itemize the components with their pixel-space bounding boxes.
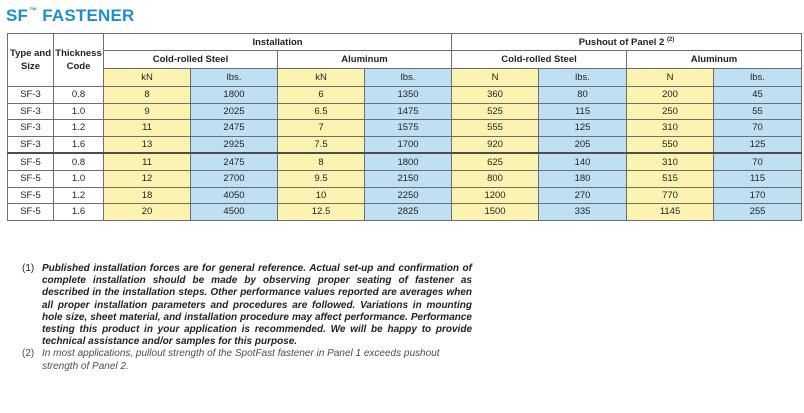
fastener-spec-table: [7, 33, 802, 221]
table-row: [8, 153, 802, 170]
header-pushout-aluminum: Aluminum: [627, 51, 802, 69]
header-pushout-ref: (2): [666, 36, 675, 43]
table-cell: 9.5: [278, 170, 365, 187]
table-cell: 0.8: [54, 87, 104, 104]
table-cell: 45: [714, 87, 802, 104]
table-cell: 1145: [627, 204, 714, 221]
table-cell: 1350: [365, 87, 452, 104]
title-rest: FASTENER: [37, 6, 135, 25]
table-cell: 1.2: [54, 187, 104, 204]
table-cell: 2150: [365, 170, 452, 187]
table-cell: 11: [104, 120, 191, 137]
table-cell: 125: [539, 120, 627, 137]
table-cell: 180: [539, 170, 627, 187]
table-cell: 2475: [191, 120, 278, 137]
table-cell: SF-5: [8, 153, 54, 170]
table-cell: 55: [714, 103, 802, 120]
footnote-2: [22, 348, 472, 372]
trademark-symbol: ™: [29, 6, 38, 15]
table-cell: 9: [104, 103, 191, 120]
table-cell: 270: [539, 187, 627, 204]
table-cell: 8: [104, 87, 191, 104]
table-row: [8, 204, 802, 221]
header-type-size: Type and Size: [8, 34, 54, 87]
table-cell: 4500: [191, 204, 278, 221]
table-cell: 125: [714, 136, 802, 153]
table-cell: 555: [452, 120, 539, 137]
table-cell: 10: [278, 187, 365, 204]
table-cell: 1475: [365, 103, 452, 120]
table-row: [8, 187, 802, 204]
page-title: [6, 6, 135, 26]
table-cell: 13: [104, 136, 191, 153]
table-cell: 2925: [191, 136, 278, 153]
table-cell: 2825: [365, 204, 452, 221]
table-cell: 4050: [191, 187, 278, 204]
table-cell: 1575: [365, 120, 452, 137]
table-cell: 310: [627, 120, 714, 137]
table-cell: 12: [104, 170, 191, 187]
table-cell: 18: [104, 187, 191, 204]
table-cell: 7: [278, 120, 365, 137]
table-cell: 515: [627, 170, 714, 187]
table-cell: 115: [539, 103, 627, 120]
table-row: [8, 170, 802, 187]
table-cell: 8: [278, 153, 365, 170]
unit-header: kN: [104, 69, 191, 87]
table-cell: 80: [539, 87, 627, 104]
table-cell: 205: [539, 136, 627, 153]
table-cell: 335: [539, 204, 627, 221]
table-cell: SF-5: [8, 204, 54, 221]
table-row: [8, 103, 802, 120]
header-install-cold-rolled: Cold-rolled Steel: [104, 51, 278, 69]
table-cell: 310: [627, 153, 714, 170]
table-cell: 1500: [452, 204, 539, 221]
table-cell: 1800: [191, 87, 278, 104]
table-cell: 920: [452, 136, 539, 153]
unit-header: N: [627, 69, 714, 87]
table-cell: SF-3: [8, 120, 54, 137]
table-cell: 7.5: [278, 136, 365, 153]
header-installation: Installation: [104, 34, 452, 51]
table-cell: SF-3: [8, 103, 54, 120]
unit-header: lbs.: [714, 69, 802, 87]
header-pushout: [452, 34, 802, 51]
footnote-1: [22, 263, 472, 348]
table-cell: 170: [714, 187, 802, 204]
table-cell: 1200: [452, 187, 539, 204]
unit-header: kN: [278, 69, 365, 87]
spec-table-body: [8, 87, 802, 221]
table-cell: 1700: [365, 136, 452, 153]
table-cell: 12.5: [278, 204, 365, 221]
table-cell: 140: [539, 153, 627, 170]
table-cell: 525: [452, 103, 539, 120]
table-cell: 2250: [365, 187, 452, 204]
header-pushout-label: Pushout of Panel 2: [578, 36, 665, 48]
table-cell: 255: [714, 204, 802, 221]
table-cell: 2025: [191, 103, 278, 120]
footnote-text: Published installation forces are for general reference. Actual set-up and confirmation of complete installation should be made by observing proper seating of fastener as described in the installation steps. Other performance values reported are averages when all proper installation parameters and procedures are followed. Variations in mounting hole size, sheet material, and installation procedure may affect performance. Performance testing this product in your application is recommended. We will be happy to provide technical assistance and/or samples for this purpose.: [42, 263, 472, 348]
table-cell: 70: [714, 120, 802, 137]
title-main: SF: [6, 6, 29, 25]
unit-header: lbs.: [539, 69, 627, 87]
table-cell: 20: [104, 204, 191, 221]
table-cell: 800: [452, 170, 539, 187]
table-cell: 70: [714, 153, 802, 170]
table-cell: 1800: [365, 153, 452, 170]
unit-header: lbs.: [191, 69, 278, 87]
footnote-number: (1): [22, 263, 35, 274]
table-row: [8, 120, 802, 137]
footnote-number: (2): [22, 348, 35, 360]
table-cell: 250: [627, 103, 714, 120]
table-cell: 11: [104, 153, 191, 170]
table-row: [8, 87, 802, 104]
table-cell: 770: [627, 187, 714, 204]
table-cell: 6.5: [278, 103, 365, 120]
table-cell: 1.6: [54, 204, 104, 221]
header-pushout-cold-rolled: Cold-rolled Steel: [452, 51, 627, 69]
table-cell: 1.2: [54, 120, 104, 137]
table-cell: 2700: [191, 170, 278, 187]
table-cell: 2475: [191, 153, 278, 170]
table-cell: 625: [452, 153, 539, 170]
footnote-text: In most applications, pullout strength of the SpotFast fastener in Panel 1 exceeds pushout strength of Panel 2.: [42, 348, 440, 372]
table-cell: SF-5: [8, 187, 54, 204]
table-cell: 6: [278, 87, 365, 104]
table-cell: SF-3: [8, 87, 54, 104]
table-cell: 550: [627, 136, 714, 153]
header-install-aluminum: Aluminum: [278, 51, 452, 69]
table-row: [8, 136, 802, 153]
table-cell: SF-5: [8, 170, 54, 187]
unit-header: N: [452, 69, 539, 87]
footnotes: [22, 263, 472, 373]
table-cell: 1.6: [54, 136, 104, 153]
table-cell: SF-3: [8, 136, 54, 153]
table-cell: 1.0: [54, 103, 104, 120]
table-cell: 115: [714, 170, 802, 187]
table-cell: 200: [627, 87, 714, 104]
table-cell: 1.0: [54, 170, 104, 187]
table-cell: 0.8: [54, 153, 104, 170]
header-thickness-code: Thickness Code: [54, 34, 104, 87]
unit-header: lbs.: [365, 69, 452, 87]
table-cell: 360: [452, 87, 539, 104]
